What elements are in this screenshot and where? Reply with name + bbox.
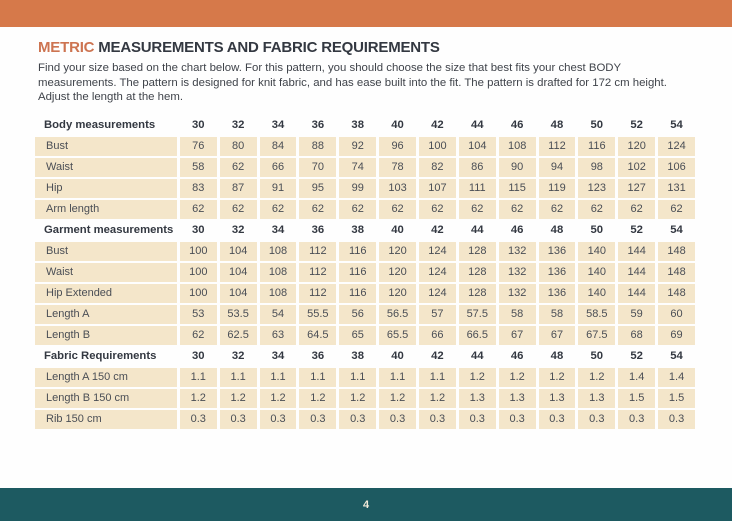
- value-cell: 65: [339, 326, 376, 345]
- size-header-cell: 48: [550, 224, 564, 237]
- value-cell: 1.1: [379, 368, 416, 387]
- value-cell: 112: [299, 263, 336, 282]
- table-row: [35, 410, 695, 429]
- value-cell: 0.3: [499, 410, 536, 429]
- value-cell: 1.4: [658, 368, 695, 387]
- value-cell: 62: [260, 200, 297, 219]
- value-cell: 124: [419, 284, 456, 303]
- value-cell: 120: [618, 137, 655, 156]
- value-cell: 70: [299, 158, 336, 177]
- value-cell: 112: [539, 137, 576, 156]
- size-header-cell: 38: [351, 224, 364, 237]
- value-cell: 128: [459, 242, 496, 261]
- value-cell: 62: [499, 200, 536, 219]
- value-cell: 136: [539, 263, 576, 282]
- size-header-cell: 48: [550, 119, 564, 132]
- value-cell: 1.5: [658, 389, 695, 408]
- value-cell: 100: [180, 284, 217, 303]
- section-header-row: [35, 221, 695, 240]
- section-header-label: Fabric Requirements: [44, 350, 157, 363]
- page-number: 4: [362, 498, 370, 511]
- value-cell: 116: [339, 263, 376, 282]
- size-header-cell: 32: [231, 119, 245, 132]
- section-header-row: [35, 347, 695, 366]
- table-row: [35, 263, 695, 282]
- value-cell: 116: [578, 137, 615, 156]
- size-header-cell: 34: [271, 119, 285, 132]
- row-label-cell: Rib 150 cm: [35, 410, 177, 429]
- value-cell: 62.5: [220, 326, 257, 345]
- section-header-label: Body measurements: [44, 119, 156, 132]
- value-cell: 136: [539, 284, 576, 303]
- value-cell: 62: [379, 200, 416, 219]
- value-cell: 0.3: [379, 410, 416, 429]
- top-accent-bar: [0, 0, 732, 27]
- value-cell: 0.3: [299, 410, 336, 429]
- value-cell: 62: [299, 200, 336, 219]
- value-cell: 90: [499, 158, 536, 177]
- value-cell: 91: [260, 179, 297, 198]
- value-cell: 100: [180, 242, 217, 261]
- intro-paragraph: Find your size based on the chart below. For this pattern, you should choose the size that best fits your chest BODY measurements. The pattern is designed for knit fabric, and has ease built into the fit. The pattern is drafted for 172 cm height. Adjust the length at the hem.: [38, 62, 673, 104]
- value-cell: 0.3: [180, 410, 217, 429]
- size-header-cell: 46: [510, 119, 524, 132]
- table-row: [35, 137, 695, 156]
- size-header-cell: 32: [231, 224, 245, 237]
- value-cell: 57.5: [459, 305, 496, 324]
- section-header-label: Garment measurements: [44, 224, 174, 237]
- row-label-cell: Length B 150 cm: [35, 389, 177, 408]
- value-cell: 1.3: [539, 389, 576, 408]
- value-cell: 148: [658, 263, 695, 282]
- table-row: [35, 200, 695, 219]
- table-row: [35, 326, 695, 345]
- size-header-cell: 52: [630, 119, 643, 132]
- value-cell: 98: [578, 158, 615, 177]
- size-header-cell: 38: [351, 119, 364, 132]
- size-header-cell: 36: [311, 119, 325, 132]
- table-row: [35, 179, 695, 198]
- page-title: [38, 39, 698, 57]
- value-cell: 0.3: [339, 410, 376, 429]
- value-cell: 1.2: [539, 368, 576, 387]
- value-cell: 62: [539, 200, 576, 219]
- value-cell: 116: [339, 242, 376, 261]
- value-cell: 1.2: [260, 389, 297, 408]
- value-cell: 132: [499, 284, 536, 303]
- size-header-cell: 40: [391, 119, 404, 132]
- size-header-cell: 46: [510, 224, 524, 237]
- value-cell: 67: [539, 326, 576, 345]
- size-header-cell: 44: [470, 119, 484, 132]
- value-cell: 66.5: [459, 326, 496, 345]
- size-header-cell: 42: [431, 119, 444, 132]
- value-cell: 128: [459, 263, 496, 282]
- value-cell: 140: [578, 284, 615, 303]
- row-label-cell: Bust: [35, 137, 177, 156]
- measurements-table: [32, 114, 698, 431]
- value-cell: 124: [419, 242, 456, 261]
- value-cell: 127: [618, 179, 655, 198]
- value-cell: 144: [618, 284, 655, 303]
- title-accent: METRIC: [38, 39, 95, 56]
- value-cell: 1.2: [339, 389, 376, 408]
- table-row: [35, 242, 695, 261]
- value-cell: 74: [339, 158, 376, 177]
- size-header-cell: 54: [670, 224, 683, 237]
- value-cell: 132: [499, 263, 536, 282]
- size-header-cell: 34: [271, 224, 285, 237]
- value-cell: 99: [339, 179, 376, 198]
- value-cell: 132: [499, 242, 536, 261]
- value-cell: 62: [220, 158, 257, 177]
- table-row: [35, 158, 695, 177]
- value-cell: 120: [379, 284, 416, 303]
- value-cell: 1.2: [220, 389, 257, 408]
- value-cell: 140: [578, 263, 615, 282]
- size-header-cell: 52: [630, 350, 643, 363]
- size-header-cell: 48: [550, 350, 564, 363]
- value-cell: 0.3: [260, 410, 297, 429]
- table-row: [35, 389, 695, 408]
- value-cell: 115: [499, 179, 536, 198]
- size-header-cell: 40: [391, 224, 404, 237]
- size-header-cell: 50: [590, 224, 604, 237]
- value-cell: 92: [339, 137, 376, 156]
- size-header-cell: 50: [590, 119, 604, 132]
- size-header-cell: 54: [670, 119, 683, 132]
- value-cell: 65.5: [379, 326, 416, 345]
- table-row: [35, 305, 695, 324]
- size-header-cell: 30: [191, 350, 205, 363]
- value-cell: 116: [339, 284, 376, 303]
- value-cell: 112: [299, 242, 336, 261]
- value-cell: 1.3: [499, 389, 536, 408]
- value-cell: 62: [339, 200, 376, 219]
- size-header-cell: 42: [431, 224, 444, 237]
- value-cell: 104: [220, 284, 257, 303]
- size-header-cell: 42: [431, 350, 444, 363]
- value-cell: 131: [658, 179, 695, 198]
- value-cell: 56.5: [379, 305, 416, 324]
- value-cell: 53: [180, 305, 217, 324]
- value-cell: 95: [299, 179, 336, 198]
- value-cell: 78: [379, 158, 416, 177]
- value-cell: 1.1: [299, 368, 336, 387]
- value-cell: 0.3: [539, 410, 576, 429]
- size-header-cell: 40: [391, 350, 404, 363]
- value-cell: 140: [578, 242, 615, 261]
- value-cell: 1.2: [578, 368, 615, 387]
- value-cell: 54: [260, 305, 297, 324]
- value-cell: 102: [618, 158, 655, 177]
- value-cell: 148: [658, 242, 695, 261]
- row-label-cell: Length A: [35, 305, 177, 324]
- value-cell: 88: [299, 137, 336, 156]
- value-cell: 1.2: [299, 389, 336, 408]
- value-cell: 1.1: [260, 368, 297, 387]
- value-cell: 0.3: [578, 410, 615, 429]
- table-row: [35, 368, 695, 387]
- value-cell: 1.2: [180, 389, 217, 408]
- value-cell: 0.3: [658, 410, 695, 429]
- value-cell: 62: [180, 200, 217, 219]
- value-cell: 1.1: [180, 368, 217, 387]
- value-cell: 83: [180, 179, 217, 198]
- value-cell: 96: [379, 137, 416, 156]
- value-cell: 100: [419, 137, 456, 156]
- value-cell: 53.5: [220, 305, 257, 324]
- value-cell: 62: [459, 200, 496, 219]
- value-cell: 1.1: [339, 368, 376, 387]
- value-cell: 124: [658, 137, 695, 156]
- size-header-cell: 50: [590, 350, 604, 363]
- row-label-cell: Arm length: [35, 200, 177, 219]
- size-header-cell: 32: [231, 350, 245, 363]
- value-cell: 66: [260, 158, 297, 177]
- value-cell: 1.3: [459, 389, 496, 408]
- value-cell: 60: [658, 305, 695, 324]
- value-cell: 82: [419, 158, 456, 177]
- value-cell: 107: [419, 179, 456, 198]
- value-cell: 144: [618, 263, 655, 282]
- table-row: [35, 284, 695, 303]
- value-cell: 108: [260, 284, 297, 303]
- value-cell: 108: [499, 137, 536, 156]
- footer-bar: [0, 488, 732, 521]
- value-cell: 57: [419, 305, 456, 324]
- value-cell: 63: [260, 326, 297, 345]
- value-cell: 108: [260, 242, 297, 261]
- value-cell: 111: [459, 179, 496, 198]
- value-cell: 80: [220, 137, 257, 156]
- size-header-cell: 44: [470, 224, 484, 237]
- value-cell: 104: [459, 137, 496, 156]
- row-label-cell: Hip: [35, 179, 177, 198]
- value-cell: 100: [180, 263, 217, 282]
- value-cell: 148: [658, 284, 695, 303]
- row-label-cell: Hip Extended: [35, 284, 177, 303]
- size-header-cell: 46: [510, 350, 524, 363]
- title-rest: MEASUREMENTS AND FABRIC REQUIREMENTS: [94, 39, 440, 56]
- value-cell: 62: [578, 200, 615, 219]
- row-label-cell: Length A 150 cm: [35, 368, 177, 387]
- size-header-cell: 44: [470, 350, 484, 363]
- value-cell: 108: [260, 263, 297, 282]
- size-header-cell: 54: [670, 350, 683, 363]
- value-cell: 86: [459, 158, 496, 177]
- value-cell: 62: [658, 200, 695, 219]
- value-cell: 62: [419, 200, 456, 219]
- value-cell: 1.1: [220, 368, 257, 387]
- value-cell: 69: [658, 326, 695, 345]
- row-label-cell: Bust: [35, 242, 177, 261]
- value-cell: 67.5: [578, 326, 615, 345]
- value-cell: 136: [539, 242, 576, 261]
- size-header-cell: 34: [271, 350, 285, 363]
- value-cell: 0.3: [459, 410, 496, 429]
- value-cell: 1.2: [379, 389, 416, 408]
- value-cell: 120: [379, 263, 416, 282]
- value-cell: 124: [419, 263, 456, 282]
- value-cell: 1.2: [499, 368, 536, 387]
- page-content: [38, 27, 698, 431]
- value-cell: 66: [419, 326, 456, 345]
- value-cell: 1.2: [419, 389, 456, 408]
- value-cell: 0.3: [618, 410, 655, 429]
- value-cell: 56: [339, 305, 376, 324]
- value-cell: 58: [539, 305, 576, 324]
- value-cell: 0.3: [419, 410, 456, 429]
- value-cell: 76: [180, 137, 217, 156]
- row-label-cell: Waist: [35, 263, 177, 282]
- section-header-row: [35, 116, 695, 135]
- value-cell: 0.3: [220, 410, 257, 429]
- value-cell: 64.5: [299, 326, 336, 345]
- row-label-cell: Waist: [35, 158, 177, 177]
- value-cell: 119: [539, 179, 576, 198]
- value-cell: 84: [260, 137, 297, 156]
- value-cell: 58: [499, 305, 536, 324]
- value-cell: 1.2: [459, 368, 496, 387]
- value-cell: 1.5: [618, 389, 655, 408]
- value-cell: 1.4: [618, 368, 655, 387]
- value-cell: 104: [220, 242, 257, 261]
- value-cell: 123: [578, 179, 615, 198]
- value-cell: 55.5: [299, 305, 336, 324]
- size-header-cell: 30: [191, 224, 205, 237]
- value-cell: 104: [220, 263, 257, 282]
- value-cell: 62: [220, 200, 257, 219]
- value-cell: 128: [459, 284, 496, 303]
- value-cell: 144: [618, 242, 655, 261]
- size-header-cell: 52: [630, 224, 643, 237]
- value-cell: 59: [618, 305, 655, 324]
- value-cell: 112: [299, 284, 336, 303]
- value-cell: 1.1: [419, 368, 456, 387]
- value-cell: 62: [618, 200, 655, 219]
- size-header-cell: 30: [191, 119, 205, 132]
- size-header-cell: 38: [351, 350, 364, 363]
- row-label-cell: Length B: [35, 326, 177, 345]
- value-cell: 58.5: [578, 305, 615, 324]
- value-cell: 103: [379, 179, 416, 198]
- value-cell: 120: [379, 242, 416, 261]
- value-cell: 87: [220, 179, 257, 198]
- value-cell: 58: [180, 158, 217, 177]
- value-cell: 68: [618, 326, 655, 345]
- value-cell: 67: [499, 326, 536, 345]
- value-cell: 94: [539, 158, 576, 177]
- size-header-cell: 36: [311, 224, 325, 237]
- value-cell: 106: [658, 158, 695, 177]
- size-header-cell: 36: [311, 350, 325, 363]
- value-cell: 62: [180, 326, 217, 345]
- value-cell: 1.3: [578, 389, 615, 408]
